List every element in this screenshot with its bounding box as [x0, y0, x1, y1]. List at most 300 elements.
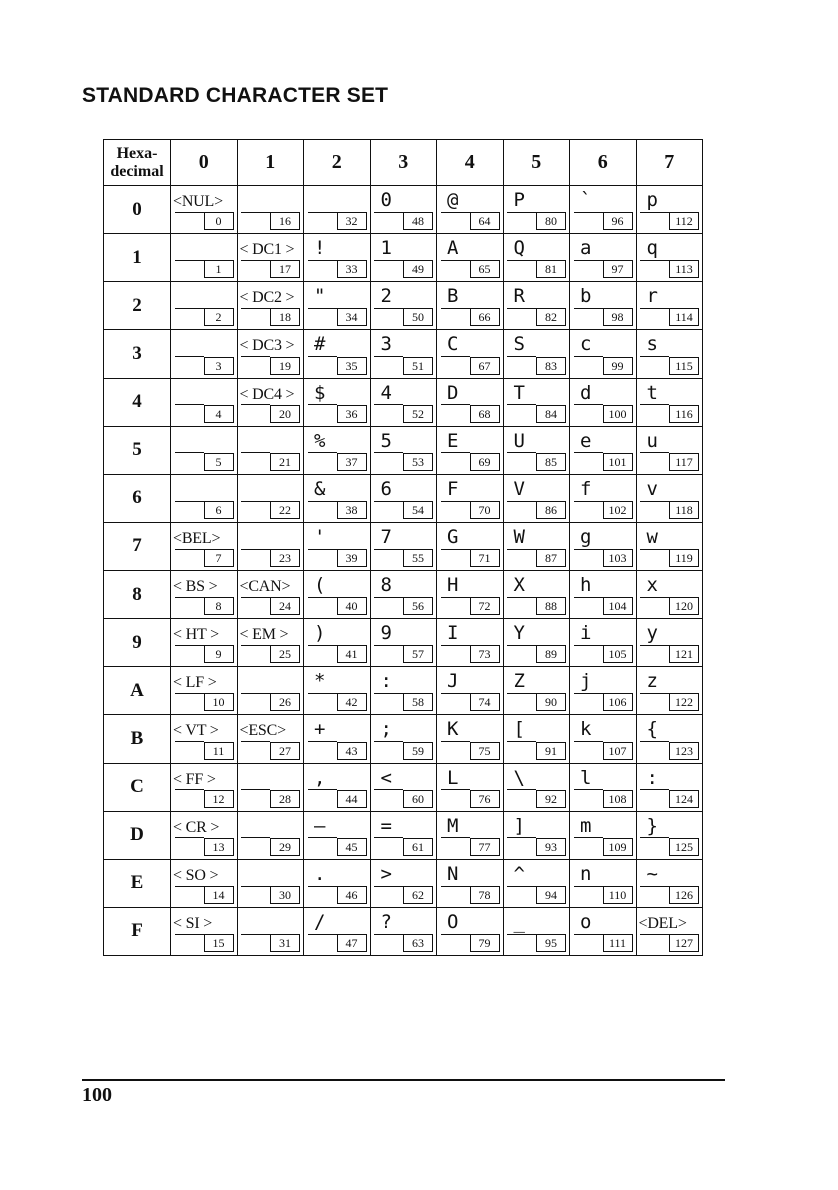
decimal-code: 123: [669, 742, 699, 760]
decimal-code: 94: [536, 886, 566, 904]
character-cell: [370, 763, 437, 811]
column-header: 7: [636, 140, 703, 186]
table-row: [104, 474, 703, 522]
column-header: 0: [171, 140, 238, 186]
decimal-code: 100: [603, 405, 633, 423]
character-glyph: F: [447, 477, 459, 500]
character-cell: [437, 234, 504, 282]
decimal-code: 114: [669, 308, 699, 326]
character-glyph: j: [580, 670, 592, 693]
character-glyph: \: [513, 766, 525, 789]
character-glyph: Z: [513, 670, 525, 693]
character-glyph: N: [447, 862, 459, 885]
character-cell: [304, 522, 371, 570]
character-glyph: B: [447, 285, 459, 308]
character-cell: [437, 522, 504, 570]
character-cell: [304, 474, 371, 522]
character-cell: [370, 282, 437, 330]
character-cell: [636, 282, 703, 330]
character-cell: [570, 474, 637, 522]
character-cell: [570, 907, 637, 955]
character-glyph: f: [580, 477, 592, 500]
decimal-code: 40: [337, 597, 367, 615]
character-glyph: ;: [380, 718, 392, 741]
character-cell: [304, 282, 371, 330]
row-header: F: [104, 907, 171, 955]
control-code-label: < CR >: [173, 818, 220, 836]
decimal-code: 127: [669, 934, 699, 952]
decimal-code: 10: [204, 693, 234, 711]
table-row: [104, 619, 703, 667]
character-glyph: =: [380, 814, 392, 837]
control-code-label: < LF >: [173, 674, 217, 692]
decimal-code: 93: [536, 838, 566, 856]
character-glyph: h: [580, 574, 592, 596]
character-cell: [237, 571, 304, 619]
page-title: STANDARD CHARACTER SET: [82, 84, 389, 107]
control-code-label: < DC1 >: [239, 241, 295, 259]
character-cell: [304, 859, 371, 907]
control-code-label: < BS >: [173, 578, 218, 595]
character-cell: [304, 667, 371, 715]
row-header: 8: [104, 571, 171, 619]
character-cell: [171, 234, 238, 282]
character-glyph: r: [646, 285, 658, 308]
table-row: [104, 186, 703, 234]
decimal-code: 111: [603, 934, 633, 952]
decimal-code: 46: [337, 886, 367, 904]
character-cell: [503, 907, 570, 955]
character-glyph: C: [447, 333, 459, 356]
decimal-code: 11: [204, 742, 234, 760]
decimal-code: 108: [603, 790, 633, 808]
character-cell: [503, 619, 570, 667]
row-header: 7: [104, 522, 171, 570]
character-cell: [171, 763, 238, 811]
decimal-code: 42: [337, 693, 367, 711]
control-code-label: <BEL>: [173, 529, 221, 547]
row-header: C: [104, 763, 171, 811]
character-glyph: W: [513, 525, 525, 548]
row-header: E: [104, 859, 171, 907]
character-cell: [304, 811, 371, 859]
character-glyph: o: [580, 910, 592, 933]
character-cell: [503, 859, 570, 907]
character-cell: [503, 234, 570, 282]
character-cell: [636, 715, 703, 763]
character-cell: [171, 667, 238, 715]
decimal-code: 38: [337, 501, 367, 519]
character-cell: [237, 234, 304, 282]
character-cell: [503, 667, 570, 715]
character-cell: [503, 715, 570, 763]
decimal-code: 54: [403, 501, 433, 519]
character-cell: [570, 715, 637, 763]
character-cell: [437, 282, 504, 330]
decimal-code: 91: [536, 742, 566, 760]
character-glyph: ,: [314, 766, 326, 789]
character-cell: [503, 330, 570, 378]
character-glyph: 2: [380, 285, 392, 308]
character-cell: [636, 186, 703, 234]
character-glyph: u: [646, 429, 658, 452]
decimal-code: 104: [603, 597, 633, 615]
character-glyph: 9: [380, 622, 392, 645]
row-header: 1: [104, 234, 171, 282]
character-cell: [370, 330, 437, 378]
table-row: [104, 715, 703, 763]
table-row: [104, 426, 703, 474]
character-glyph: ^: [513, 862, 525, 885]
character-cell: [237, 186, 304, 234]
table-row: [104, 282, 703, 330]
decimal-code: 121: [669, 645, 699, 663]
character-cell: [636, 378, 703, 426]
character-glyph: }: [646, 814, 658, 837]
character-glyph: $: [314, 381, 326, 404]
character-glyph: t: [646, 381, 658, 404]
character-cell: [237, 522, 304, 570]
decimal-code: 55: [403, 549, 433, 567]
character-cell: [437, 426, 504, 474]
character-cell: [171, 282, 238, 330]
decimal-code: 68: [470, 405, 500, 423]
table-row: [104, 811, 703, 859]
character-cell: [503, 378, 570, 426]
decimal-code: 72: [470, 597, 500, 615]
decimal-code: 98: [603, 308, 633, 326]
character-cell: [171, 811, 238, 859]
row-header: 4: [104, 378, 171, 426]
character-glyph: L: [447, 766, 459, 789]
row-header: 6: [104, 474, 171, 522]
character-cell: [304, 186, 371, 234]
decimal-code: 56: [403, 597, 433, 615]
character-cell: [237, 330, 304, 378]
character-cell: [636, 474, 703, 522]
control-code-label: <CAN>: [239, 578, 291, 595]
character-glyph: 5: [380, 429, 392, 452]
column-header: 1: [237, 140, 304, 186]
decimal-code: 32: [337, 212, 367, 230]
decimal-code: 20: [270, 405, 300, 423]
character-cell: [437, 667, 504, 715]
character-glyph: `: [580, 189, 592, 211]
decimal-code: 116: [669, 405, 699, 423]
character-cell: [171, 186, 238, 234]
row-header: 0: [104, 186, 171, 234]
character-cell: [570, 330, 637, 378]
control-code-label: < SI >: [173, 914, 213, 932]
row-header: 2: [104, 282, 171, 330]
column-header: 4: [437, 140, 504, 186]
decimal-code: 3: [204, 357, 234, 375]
decimal-code: 66: [470, 308, 500, 326]
character-cell: [636, 763, 703, 811]
row-header: B: [104, 715, 171, 763]
character-cell: [370, 619, 437, 667]
character-glyph: !: [314, 237, 326, 260]
character-cell: [437, 378, 504, 426]
decimal-code: 2: [204, 308, 234, 326]
character-glyph: i: [580, 622, 592, 645]
decimal-code: 21: [270, 453, 300, 471]
character-cell: [237, 619, 304, 667]
decimal-code: 33: [337, 260, 367, 278]
character-glyph: n: [580, 862, 592, 885]
character-cell: [437, 859, 504, 907]
character-glyph: _: [513, 910, 525, 933]
decimal-code: 50: [403, 308, 433, 326]
character-glyph: 4: [380, 381, 392, 404]
control-code-label: < DC2 >: [239, 289, 295, 307]
column-header: 2: [304, 140, 371, 186]
character-cell: [304, 715, 371, 763]
character-cell: [636, 426, 703, 474]
control-code-label: <ESC>: [239, 722, 286, 740]
decimal-code: 6: [204, 501, 234, 519]
character-cell: [370, 571, 437, 619]
character-glyph: l: [580, 766, 592, 789]
decimal-code: 67: [470, 357, 500, 375]
decimal-code: 13: [204, 838, 234, 856]
control-code-label: < FF >: [173, 770, 216, 788]
row-header: 3: [104, 330, 171, 378]
character-cell: [503, 282, 570, 330]
decimal-code: 96: [603, 212, 633, 230]
decimal-code: 39: [337, 549, 367, 567]
table-row: [104, 234, 703, 282]
decimal-code: 76: [470, 790, 500, 808]
column-header: 6: [570, 140, 637, 186]
character-cell: [171, 907, 238, 955]
character-glyph: 8: [380, 574, 392, 596]
character-cell: [636, 234, 703, 282]
decimal-code: 97: [603, 260, 633, 278]
character-glyph: >: [380, 862, 392, 885]
character-cell: [304, 619, 371, 667]
character-cell: [437, 907, 504, 955]
character-glyph: Y: [513, 622, 525, 645]
decimal-code: 126: [669, 886, 699, 904]
character-cell: [370, 378, 437, 426]
column-header: 5: [503, 140, 570, 186]
row-header: A: [104, 667, 171, 715]
character-cell: [304, 763, 371, 811]
character-glyph: ): [314, 622, 326, 645]
control-code-label: <DEL>: [638, 914, 687, 932]
character-cell: [237, 667, 304, 715]
decimal-code: 63: [403, 934, 433, 952]
character-glyph: 3: [380, 333, 392, 356]
decimal-code: 59: [403, 742, 433, 760]
decimal-code: 36: [337, 405, 367, 423]
decimal-code: 49: [403, 260, 433, 278]
decimal-code: 18: [270, 308, 300, 326]
character-glyph: O: [447, 910, 459, 933]
decimal-code: 99: [603, 357, 633, 375]
decimal-code: 29: [270, 838, 300, 856]
character-glyph: 7: [380, 525, 392, 548]
character-cell: [437, 811, 504, 859]
character-glyph: m: [580, 814, 592, 837]
decimal-code: 51: [403, 357, 433, 375]
character-cell: [503, 474, 570, 522]
character-glyph: c: [580, 333, 592, 356]
character-cell: [370, 667, 437, 715]
character-glyph: [: [513, 718, 525, 741]
character-cell: [636, 667, 703, 715]
decimal-code: 115: [669, 357, 699, 375]
decimal-code: 71: [470, 549, 500, 567]
character-cell: [437, 763, 504, 811]
character-glyph: x: [646, 574, 658, 596]
character-cell: [636, 522, 703, 570]
decimal-code: 86: [536, 501, 566, 519]
control-code-label: <NUL>: [173, 193, 223, 210]
character-glyph: <: [380, 766, 392, 789]
decimal-code: 89: [536, 645, 566, 663]
character-cell: [304, 571, 371, 619]
character-glyph: X: [513, 574, 525, 596]
character-glyph: %: [314, 429, 326, 452]
decimal-code: 57: [403, 645, 433, 663]
character-cell: [503, 522, 570, 570]
footer-rule: [82, 1079, 725, 1081]
character-glyph: ~: [646, 862, 658, 885]
character-glyph: P: [513, 189, 525, 211]
decimal-code: 122: [669, 693, 699, 711]
decimal-code: 124: [669, 790, 699, 808]
decimal-code: 14: [204, 886, 234, 904]
decimal-code: 65: [470, 260, 500, 278]
character-glyph: z: [646, 670, 658, 693]
decimal-code: 62: [403, 886, 433, 904]
character-glyph: @: [447, 189, 459, 211]
decimal-code: 9: [204, 645, 234, 663]
character-cell: [237, 811, 304, 859]
control-code-label: < DC3 >: [239, 337, 295, 355]
decimal-code: 24: [270, 597, 300, 615]
character-cell: [370, 474, 437, 522]
decimal-code: 60: [403, 790, 433, 808]
character-cell: [570, 619, 637, 667]
decimal-code: 118: [669, 501, 699, 519]
character-cell: [437, 474, 504, 522]
character-cell: [503, 811, 570, 859]
decimal-code: 85: [536, 453, 566, 471]
character-set-table: [103, 139, 703, 956]
decimal-code: 70: [470, 501, 500, 519]
decimal-code: 79: [470, 934, 500, 952]
character-cell: [570, 426, 637, 474]
character-glyph: /: [314, 910, 326, 933]
decimal-code: 119: [669, 549, 699, 567]
table-row: [104, 571, 703, 619]
decimal-code: 125: [669, 838, 699, 856]
character-cell: [237, 715, 304, 763]
character-cell: [636, 619, 703, 667]
decimal-code: 75: [470, 742, 500, 760]
decimal-code: 47: [337, 934, 367, 952]
character-cell: [171, 378, 238, 426]
character-cell: [570, 571, 637, 619]
character-glyph: &: [314, 477, 326, 500]
character-glyph: #: [314, 333, 326, 356]
decimal-code: 61: [403, 838, 433, 856]
decimal-code: 113: [669, 260, 699, 278]
row-header: D: [104, 811, 171, 859]
character-glyph: .: [314, 862, 326, 885]
character-cell: [171, 571, 238, 619]
character-glyph: s: [646, 333, 658, 356]
character-glyph: V: [513, 477, 525, 500]
table-row: [104, 907, 703, 955]
decimal-code: 90: [536, 693, 566, 711]
character-cell: [304, 378, 371, 426]
character-glyph: k: [580, 718, 592, 741]
table-row: [104, 763, 703, 811]
character-glyph: ]: [513, 814, 525, 837]
decimal-code: 16: [270, 212, 300, 230]
decimal-code: 95: [536, 934, 566, 952]
decimal-code: 117: [669, 453, 699, 471]
character-cell: [370, 907, 437, 955]
character-cell: [304, 234, 371, 282]
character-cell: [636, 571, 703, 619]
decimal-code: 103: [603, 549, 633, 567]
decimal-code: 25: [270, 645, 300, 663]
character-cell: [237, 378, 304, 426]
character-cell: [636, 907, 703, 955]
character-glyph: H: [447, 574, 459, 596]
character-glyph: d: [580, 381, 592, 404]
decimal-code: 1: [204, 260, 234, 278]
character-glyph: {: [646, 718, 658, 741]
character-cell: [437, 571, 504, 619]
decimal-code: 110: [603, 886, 633, 904]
row-header: 5: [104, 426, 171, 474]
character-glyph: I: [447, 622, 459, 645]
table-row: [104, 378, 703, 426]
character-cell: [370, 234, 437, 282]
character-cell: [237, 859, 304, 907]
character-cell: [570, 186, 637, 234]
decimal-code: 27: [270, 742, 300, 760]
character-glyph: T: [513, 381, 525, 404]
decimal-code: 19: [270, 357, 300, 375]
character-cell: [370, 859, 437, 907]
control-code-label: < DC4 >: [239, 385, 295, 403]
character-glyph: R: [513, 285, 525, 308]
decimal-code: 106: [603, 693, 633, 711]
character-cell: [370, 811, 437, 859]
decimal-code: 43: [337, 742, 367, 760]
decimal-code: 88: [536, 597, 566, 615]
character-glyph: Q: [513, 237, 525, 260]
character-cell: [237, 907, 304, 955]
row-header: 9: [104, 619, 171, 667]
character-cell: [171, 330, 238, 378]
character-glyph: :: [380, 670, 392, 693]
decimal-code: 17: [270, 260, 300, 278]
character-glyph: 1: [380, 237, 392, 260]
character-cell: [636, 330, 703, 378]
character-glyph: G: [447, 525, 459, 548]
character-glyph: A: [447, 237, 459, 260]
decimal-code: 53: [403, 453, 433, 471]
character-cell: [437, 715, 504, 763]
